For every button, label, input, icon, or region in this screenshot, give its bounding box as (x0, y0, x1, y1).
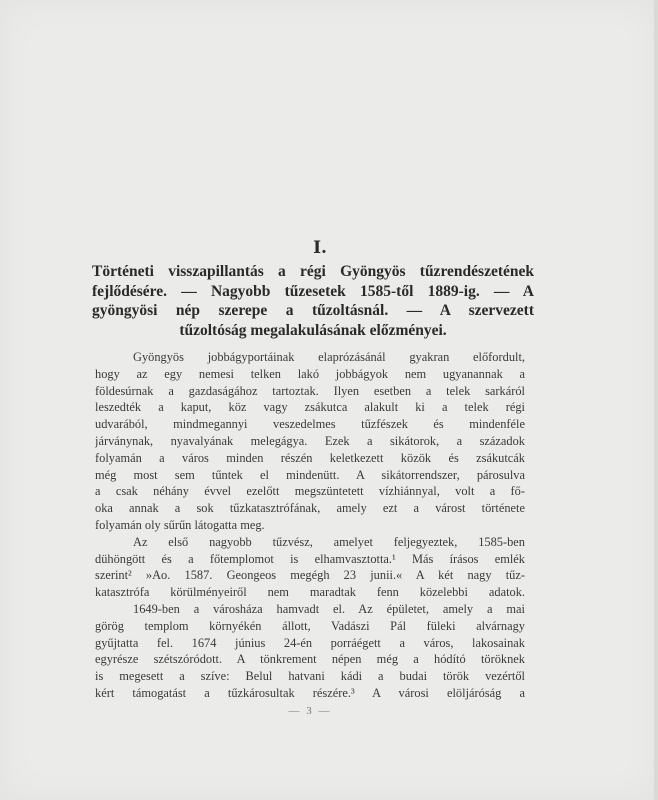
text-line: kért támogatást a tűzkárosultak részére.³ A városi elöljáróság a (95, 685, 525, 700)
text-line: a csak néhány évvel ezelőtt megszüntetett vízhiánnyal, volt a fő- (95, 484, 525, 499)
page-edge (654, 0, 658, 800)
chapter-title-line: gyöngyösi nép szerepe a tűzoltásnál. — A szervezett (92, 302, 534, 319)
text-line: szerint² »Ao. 1587. Geongeos megégh 23 junii.« A két nagy tűz- (95, 568, 525, 583)
text-line: oka annak a sok tűzkatasztrófának, amely ezt a várost története (95, 501, 525, 516)
text-line: katasztrófa körülményeiről nem maradtak fenn közelebbi adatok. (95, 585, 525, 600)
chapter-title (92, 262, 534, 340)
chapter-title-line: Történeti visszapillantás a régi Gyöngyös tűzrendészetének (92, 263, 534, 280)
text-line: leszedték a kaput, köz vagy zsákutca alakult ki a telek régi (95, 400, 525, 415)
text-line: járványnak, nyavalyának melegágya. Ezek a sikátorok, a századok (95, 433, 525, 448)
body-text (95, 349, 525, 702)
text-line: Gyöngyös jobbágyportáinak elaprózásánál gyakran előfordult, (133, 350, 525, 364)
text-line: udvarából, mindmegannyi veszedelmes tűzfészek és mindenféle (95, 417, 525, 432)
text-line: dühöngött és a főtemplomot is elhamvasztotta.¹ Más írásos emlék (95, 551, 525, 566)
text-line: egyrésze szétszóródott. A tönkrement népen még a hódító töröknek (95, 652, 525, 667)
text-line: folyamán a város minden részén keletkezett közök és zsákutcák (95, 450, 525, 465)
text-line: is megesett a szíve: Belul hatvani kádi a budai török vezértől (95, 669, 525, 684)
chapter-title-line: tűzoltóság megalakulásának előzményei. (179, 321, 447, 339)
chapter-number: I. (313, 238, 327, 258)
text-line: Az első nagyobb tűzvész, amelyet feljegyeztek, 1585-ben (133, 534, 525, 549)
text-line: gyűjtatta fel. 1674 június 24-én porráégett a város, lakosainak (95, 635, 525, 650)
text-line: folyamán oly sűrűn látogatta meg. (95, 517, 265, 532)
text-line: még most sem tűntek el mindenütt. A sikátorrendszer, párosulva (95, 467, 525, 482)
text-line: 1649-ben a városháza hamvadt el. Az épületet, amely a mai (133, 601, 525, 616)
text-line: görög templom környékén állott, Vadászi Pál füleki alvárnagy (95, 618, 525, 633)
page-number: — 3 — (288, 705, 332, 717)
chapter-title-line: fejlődésére. — Nagyobb tűzesetek 1585-től 1889-ig. — A (92, 282, 534, 300)
text-line: hogy az egy nemesi telken lakó jobbágyok nem ugyanannak a (95, 366, 525, 381)
text-line: földesúrnak a gazdaságához tartoztak. Ilyen esetben a telek sarkáról (95, 383, 525, 398)
